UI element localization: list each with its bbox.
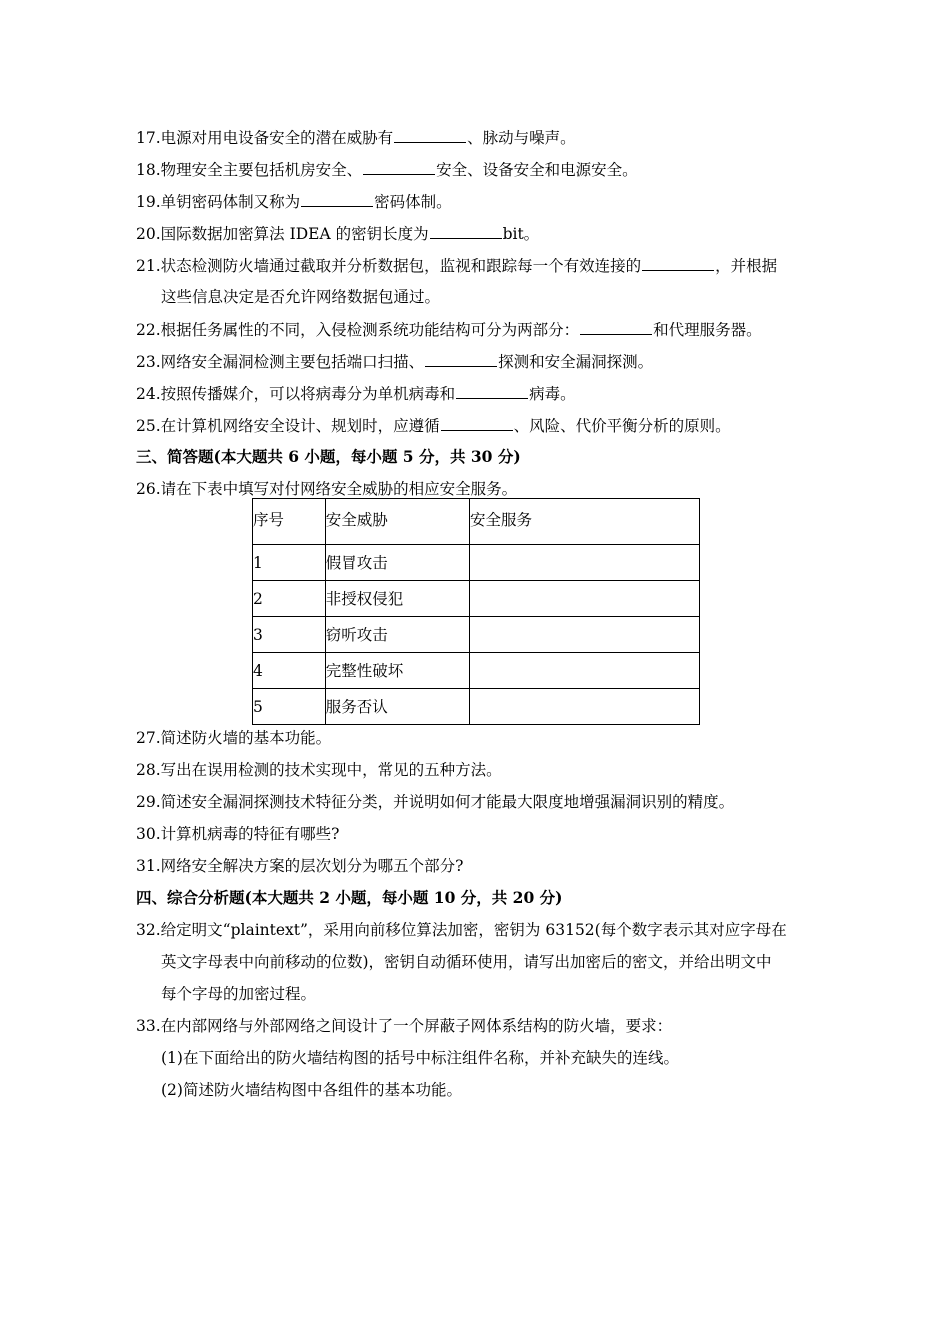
table-cell: 服务否认 [325, 689, 469, 725]
answer-blank[interactable] [430, 223, 502, 239]
question-33-part-2: (2)简述防火墙结构图中各组件的基本功能。 [161, 1081, 462, 1099]
question-19: 19.单钥密码体制又称为 密码体制。 [136, 193, 452, 211]
question-27: 27.简述防火墙的基本功能。 [136, 729, 332, 747]
answer-blank[interactable] [363, 159, 435, 175]
table-row [253, 545, 700, 581]
table-row [253, 653, 700, 689]
answer-blank[interactable] [394, 127, 466, 143]
table-cell: 假冒攻击 [325, 545, 469, 581]
answer-blank[interactable] [642, 255, 714, 271]
answer-cell[interactable] [470, 617, 700, 653]
table-row [253, 581, 700, 617]
answer-blank[interactable] [441, 415, 513, 431]
table-cell: 窃听攻击 [325, 617, 469, 653]
table-header-cell: 安全威胁 [325, 499, 469, 545]
answer-cell[interactable] [470, 545, 700, 581]
answer-blank[interactable] [425, 351, 497, 367]
question-23: 23.网络安全漏洞检测主要包括端口扫描、 探测和安全漏洞探测。 [136, 353, 654, 371]
question-29: 29.简述安全漏洞探测技术特征分类，并说明如何才能最大限度地增强漏洞识别的精度。 [136, 793, 735, 811]
table-cell: 4 [253, 653, 326, 689]
table-cell: 完整性破坏 [325, 653, 469, 689]
question-20: 20.国际数据加密算法 IDEA 的密钥长度为 bit。 [136, 225, 540, 243]
table-cell: 1 [253, 545, 326, 581]
question-33-part-1: (1)在下面给出的防火墙结构图的括号中标注组件名称，并补充缺失的连线。 [161, 1049, 679, 1067]
question-24: 24.按照传播媒介，可以将病毒分为单机病毒和 病毒。 [136, 385, 576, 403]
question-28: 28.写出在误用检测的技术实现中，常见的五种方法。 [136, 761, 502, 779]
table-cell: 5 [253, 689, 326, 725]
answer-blank[interactable] [456, 383, 528, 399]
section-heading-short-answer: 三、简答题(本大题共 6 小题，每小题 5 分，共 30 分) [136, 447, 521, 466]
answer-cell[interactable] [470, 653, 700, 689]
answer-cell[interactable] [470, 581, 700, 617]
table-header-cell: 安全服务 [470, 499, 700, 545]
question-31: 31.网络安全解决方案的层次划分为哪五个部分? [136, 857, 464, 875]
question-17: 17.电源对用电设备安全的潜在威胁有 、脉动与噪声。 [136, 129, 576, 147]
question-32-continuation: 每个字母的加密过程。 [161, 985, 317, 1003]
answer-blank[interactable] [580, 319, 652, 335]
table-cell: 3 [253, 617, 326, 653]
question-25: 25.在计算机网络安全设计、规划时，应遵循 、风险、代价平衡分析的原则。 [136, 417, 731, 435]
table-cell: 非授权侵犯 [325, 581, 469, 617]
table-row [253, 617, 700, 653]
answer-blank[interactable] [301, 191, 373, 207]
question-18: 18.物理安全主要包括机房安全、 安全、设备安全和电源安全。 [136, 161, 638, 179]
question-26: 26.请在下表中填写对付网络安全威胁的相应安全服务。 [136, 480, 518, 498]
answer-cell[interactable] [470, 689, 700, 725]
question-21: 21.状态检测防火墙通过截取并分析数据包，监视和跟踪每一个有效连接的 ，并根据 [136, 257, 778, 275]
question-32: 32.给定明文“plaintext”，采用向前移位算法加密，密钥为 63152(每个数字表示其对应字母在 [136, 921, 787, 939]
table-row [253, 689, 700, 725]
security-threat-table [252, 498, 700, 725]
section-heading-analysis: 四、综合分析题(本大题共 2 小题，每小题 10 分，共 20 分) [136, 888, 563, 907]
table-cell: 2 [253, 581, 326, 617]
question-30: 30.计算机病毒的特征有哪些? [136, 825, 340, 843]
question-32-continuation: 英文字母表中向前移动的位数)，密钥自动循环使用，请写出加密后的密文，并给出明文中 [161, 953, 772, 971]
question-21-continuation: 这些信息决定是否允许网络数据包通过。 [161, 288, 441, 306]
question-33: 33.在内部网络与外部网络之间设计了一个屏蔽子网体系结构的防火墙，要求： [136, 1017, 673, 1035]
table-header-cell: 序号 [253, 499, 326, 545]
question-22: 22.根据任务属性的不同，入侵检测系统功能结构可分为两部分： 和代理服务器。 [136, 321, 762, 339]
table-header-row [253, 499, 700, 545]
